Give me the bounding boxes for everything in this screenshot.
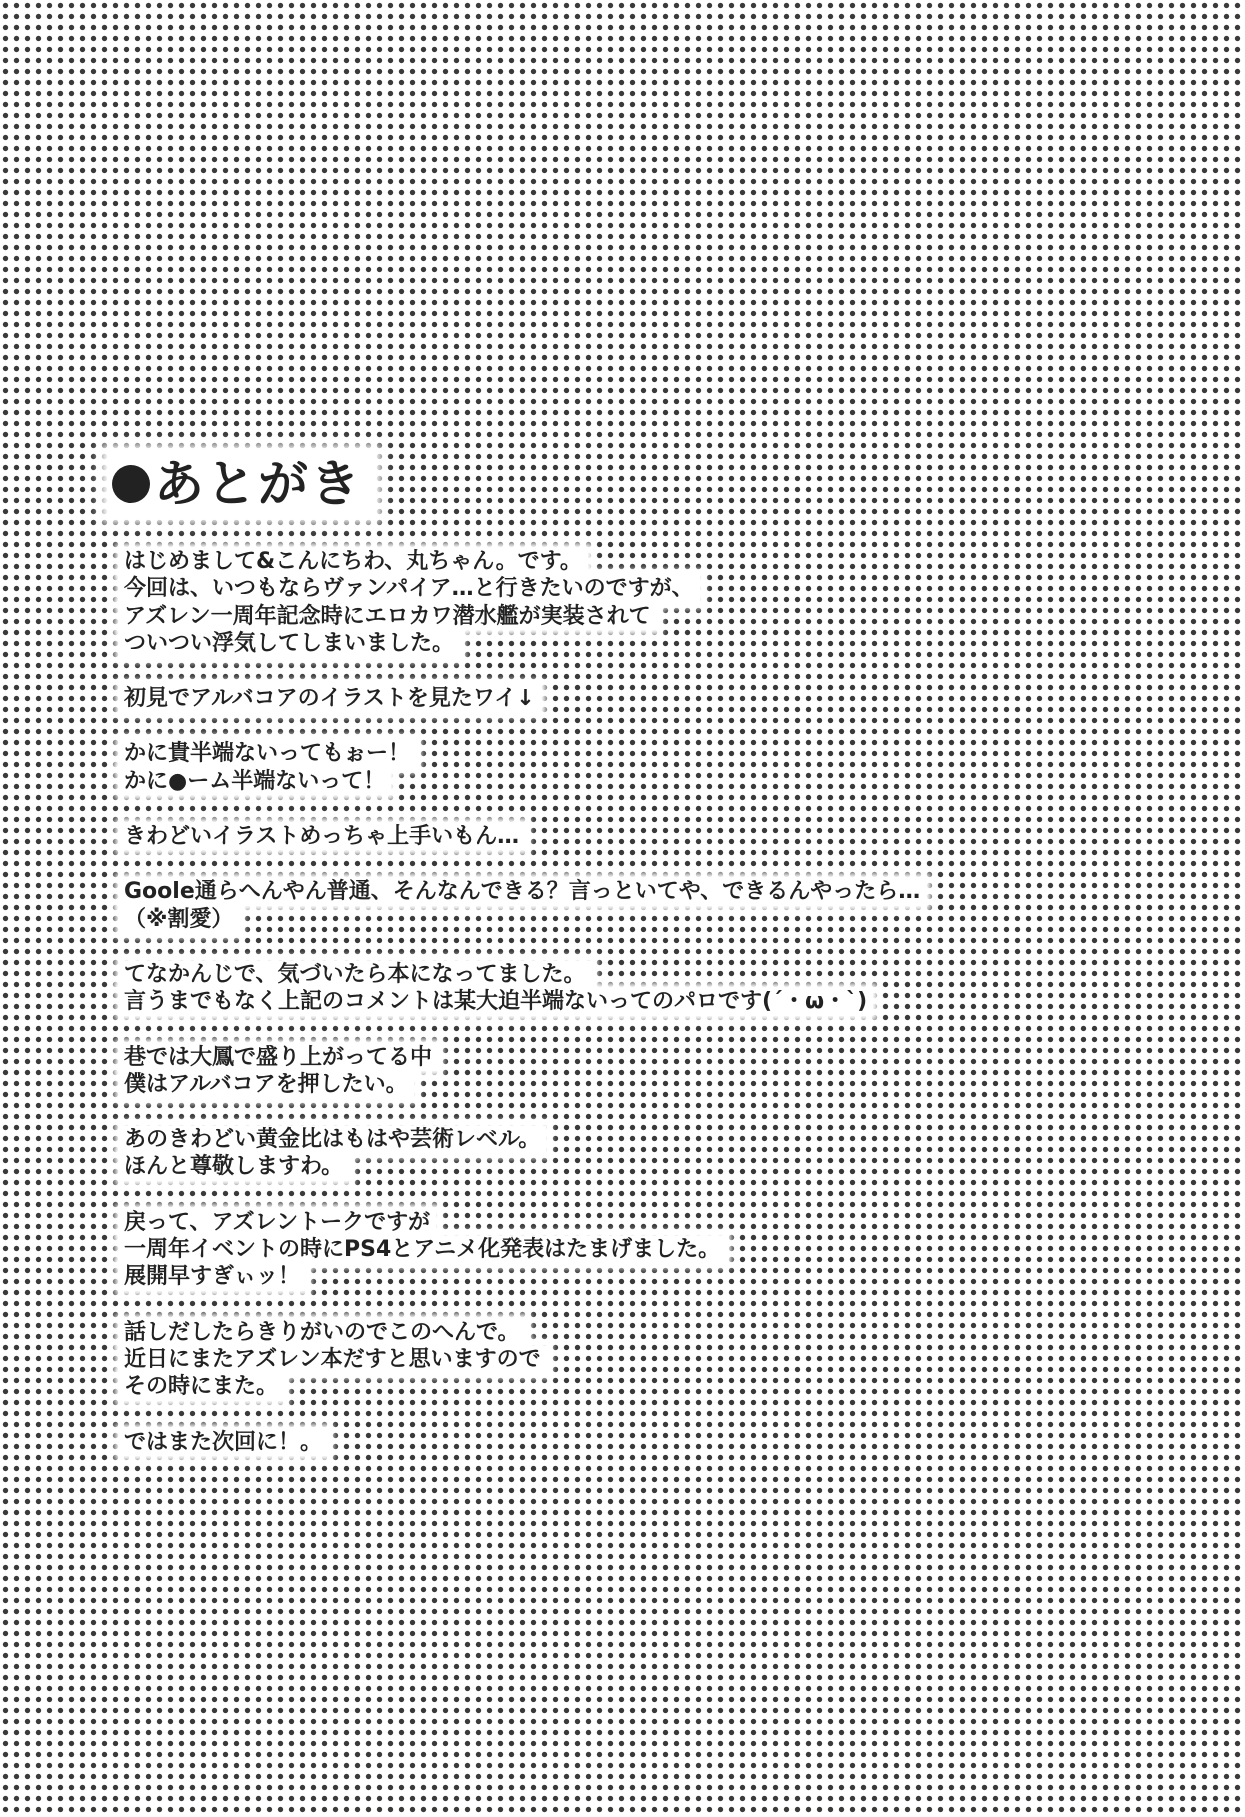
text-line: アズレン一周年記念時にエロカワ潜水艦が実装されて bbox=[120, 603, 657, 630]
text-line: 戻って、アズレントークですが bbox=[120, 1209, 436, 1236]
paragraph-10 bbox=[120, 1319, 1120, 1401]
paragraph-4 bbox=[120, 823, 1120, 850]
paragraph-1 bbox=[120, 548, 1120, 657]
text-line: 今回は、いつもならヴァンパイア…と行きたいのですが、 bbox=[120, 575, 700, 602]
text-line: きわどいイラストめっちゃ上手いもん… bbox=[120, 823, 525, 850]
text-line: 巷では大鳳で盛り上がってる中 bbox=[120, 1044, 438, 1071]
text-line: 近日にまたアズレン本だすと思いますので bbox=[120, 1346, 547, 1373]
text-line: 初見でアルバコアのイラストを見たワイ↓ bbox=[120, 685, 541, 712]
text-line: ついつい浮気してしまいました。 bbox=[120, 630, 460, 657]
text-line: かに●ーム半端ないって！ bbox=[120, 768, 391, 795]
text-line: ではまた次回に！。 bbox=[120, 1429, 328, 1456]
text-line: 話しだしたらきりがいのでこのへんで。 bbox=[120, 1319, 526, 1346]
text-line: はじめまして&こんにちわ、丸ちゃん。です。 bbox=[120, 548, 588, 575]
paragraph-2 bbox=[120, 685, 1120, 712]
text-line: てなかんじで、気づいたら本になってました。 bbox=[120, 961, 592, 988]
text-line: ほんと尊敬しますわ。 bbox=[120, 1153, 349, 1180]
paragraph-8 bbox=[120, 1126, 1120, 1181]
afterword-heading bbox=[108, 452, 374, 516]
paragraph-7 bbox=[120, 1044, 1120, 1099]
heading-text: あとがき bbox=[154, 455, 362, 513]
text-line: 僕はアルバコアを押したい。 bbox=[120, 1071, 414, 1098]
text-line: （※割愛） bbox=[120, 906, 239, 933]
text-line: その時にまた。 bbox=[120, 1373, 284, 1400]
paragraph-6 bbox=[120, 961, 1120, 1016]
text-line: 言うまでもなく上記のコメントは某大迫半端ないってのパロです(´・ω・`) bbox=[120, 988, 873, 1015]
paragraph-3 bbox=[120, 740, 1120, 795]
text-line: Goole通らへんやん普通、そんなんできる？言っといてや、できるんやったら… bbox=[120, 878, 926, 905]
text-line: かに貴半端ないってもぉー！ bbox=[120, 740, 416, 767]
paragraph-9 bbox=[120, 1209, 1120, 1291]
text-line: あのきわどい黄金比はもはや芸術レベル。 bbox=[120, 1126, 546, 1153]
paragraph-5 bbox=[120, 878, 1120, 933]
text-line: 一周年イベントの時にPS4とアニメ化発表はたまげました。 bbox=[120, 1236, 726, 1263]
text-line: 展開早すぎぃッ！ bbox=[120, 1263, 306, 1290]
paragraph-11 bbox=[120, 1429, 1120, 1456]
afterword-body bbox=[120, 548, 1120, 1484]
bullet-circle-icon bbox=[112, 465, 150, 503]
